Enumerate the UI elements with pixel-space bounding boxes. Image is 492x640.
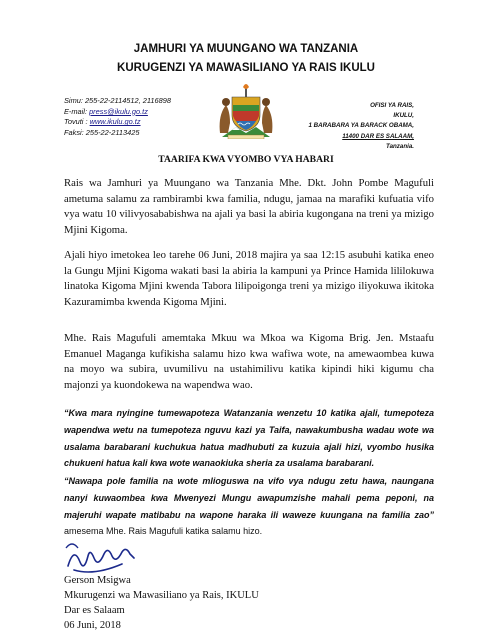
office-address xyxy=(308,101,414,152)
coat-of-arms-emblem xyxy=(212,83,280,139)
left-supporter xyxy=(220,105,230,133)
website-link[interactable]: www.ikulu.go.tz xyxy=(89,117,141,127)
signature-stroke xyxy=(68,549,134,572)
torch-flame xyxy=(243,84,249,89)
right-supporter xyxy=(262,105,272,133)
email-line xyxy=(64,107,171,118)
office-line: OFISI YA RAIS, xyxy=(370,102,414,109)
quote-paragraph: “Kwa mara nyingine tumewapoteza Watanzania wenzetu 10 katika ajali, tumepoteza wapendwa wetu na tumepoteza nguvu kazi ya Taifa, nawakumbusha wadau wote wa usalama barabarani kuchukua hatua madhubuti za kuzuia ajali hizi, vyombo husika chukueni hatua kali kwa wote wanaokiuka sheria za usalama barabarani. xyxy=(64,408,434,469)
header-directorate: KURUGENZI YA MAWASILIANO YA RAIS IKULU xyxy=(117,62,375,74)
email-link[interactable]: press@ikulu.go.tz xyxy=(89,106,148,116)
right-supporter-head xyxy=(262,98,270,106)
website-line xyxy=(64,117,171,128)
signature-flourish xyxy=(66,544,78,548)
signer-place: Dar es Salaam xyxy=(64,605,125,616)
shield-gold-band xyxy=(233,98,259,105)
press-release-title: TAARIFA KWA VYOMBO VYA HABARI xyxy=(158,154,334,165)
motto-ribbon xyxy=(228,135,264,139)
office-line: 11400 DAR ES SALAAM, xyxy=(342,132,414,140)
office-line: IKULU, xyxy=(393,112,414,120)
quote-attribution: amesema Mhe. Rais Magufuli katika salamu hizo. xyxy=(64,526,263,537)
signer-date: 06 Juni, 2018 xyxy=(64,620,121,631)
signer-title: Mkurugenzi wa Mawasiliano ya Rais, IKULU xyxy=(64,590,259,601)
left-supporter-head xyxy=(222,98,230,106)
contact-block xyxy=(64,96,171,138)
email-label: E-mail: xyxy=(64,106,90,116)
body-paragraph: Ajali hiyo imetokea leo tarehe 06 Juni, 2018 majira ya saa 12:15 asubuhi katika eneo la Gungu Mjini Kigoma wakati basi la abiria la kampuni ya Prince Hamida lililokuwa linatoka Kigoma Mjini kwenda Tabora lilipoigonga treni ya mizigo iliyokuwa ikitoka Kazuramimba kwenda Kigoma Mjini. xyxy=(64,249,434,308)
signer-name: Gerson Msigwa xyxy=(64,575,131,586)
quote-text: “Nawapa pole familia na wote mlioguswa na vifo vya ndugu zetu hawa, naungana nanyi kuwaombea kwa Mwenyezi Mungu awapumzishe mahali pema peponi, na majeruhi wapate matibabu na wapone haraka ili waweze kuungana na familia zao” xyxy=(64,476,434,520)
phone-line: Simu: 255-22-2114512, 2116898 xyxy=(64,96,171,105)
website-label: Tovuti : xyxy=(64,117,90,127)
body-paragraph: Rais wa Jamhuri ya Muungano wa Tanzania Mhe. Dkt. John Pombe Magufuli ametuma salamu za rambirambi kwa familia, ndugu, jamaa na marafiki kufuatia vifo vya watu 10 vilivyosababishwa na ajali ya basi la abiria kugongana na treni ya mizigo Mjini Kigoma. xyxy=(64,177,434,236)
fax-line: Faksi: 255-22-2113425 xyxy=(64,127,140,137)
quote-paragraph xyxy=(64,473,434,540)
shield-red-band xyxy=(233,111,259,121)
office-line: 1 BARABARA YA BARACK OBAMA, xyxy=(308,122,414,130)
header-republic: JAMHURI YA MUUNGANO WA TANZANIA xyxy=(133,43,359,55)
body-paragraph: Mhe. Rais Magufuli amemtaka Mkuu wa Mkoa wa Kigoma Brig. Jen. Mstaafu Emanuel Maganga kufikisha salamu hizo kwa wafiwa wote, na amewaombea kuwa na moyo wa subira, uvumilivu na ustahimilivu katika kipindi hiki kigumu cha majonzi ya kuondokewa na wapendwa wao. xyxy=(64,332,434,391)
shield-flag-band xyxy=(233,105,259,111)
office-line: Tanzania. xyxy=(386,142,414,150)
